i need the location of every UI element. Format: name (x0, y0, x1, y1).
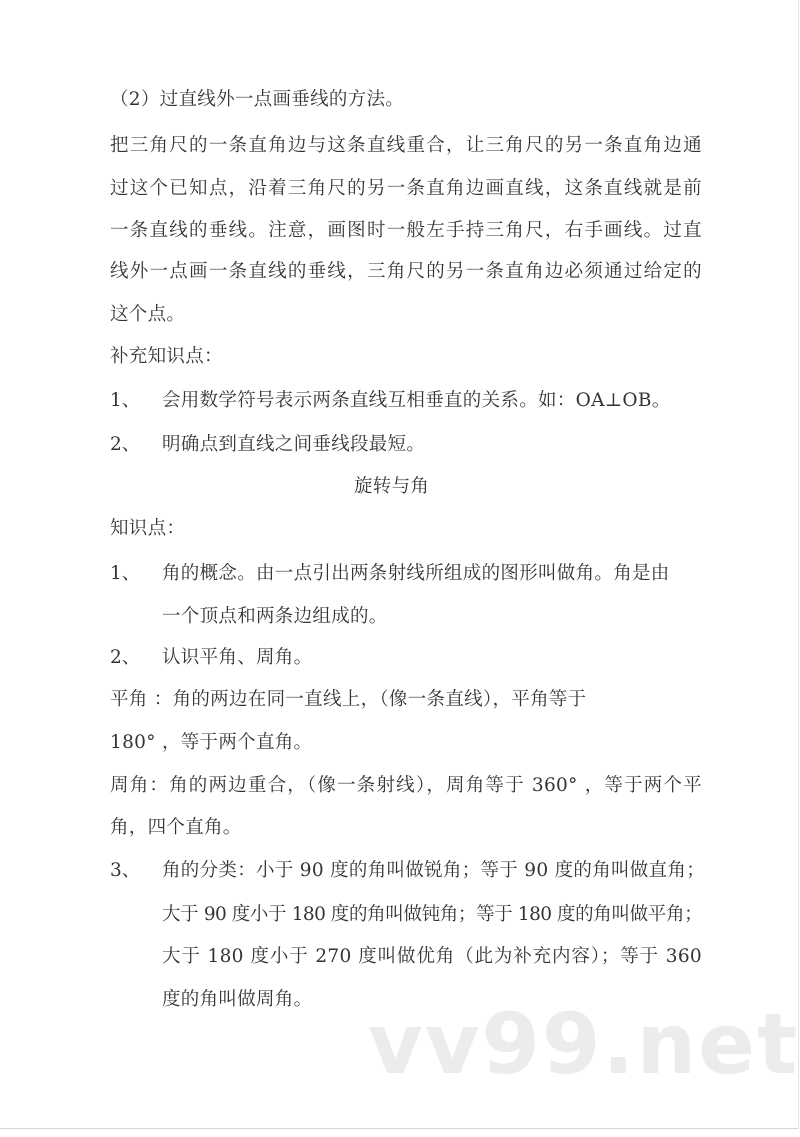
list-number: 2、 (110, 434, 141, 455)
list-item-text: 度的角叫做周角。 (162, 989, 313, 1010)
flat-angle-definition: 平角 ：角的两边在同一直线上，（像一条直线），平角等于 (110, 689, 587, 710)
paragraph-line: 把三角尺的一条直角边与这条直线重合，让三角尺的另一条直角边通 (110, 135, 702, 156)
list-item-text: 角的概念。由一点引出两条射线所组成的图形叫做角。角是由 (162, 563, 670, 584)
list-item-text: 角的分类：小于 90 度的角叫做锐角；等于 90 度的角叫做直角； (162, 860, 706, 881)
subheading-perpendicular-method: （2）过直线外一点画垂线的方法。 (110, 89, 405, 110)
list-item-text: 大于 90 度小于 180 度的角叫做钝角；等于 180 度的角叫做平角； (162, 904, 702, 925)
paragraph-line: 这个点。 (110, 304, 186, 325)
knowledge-title: 知识点： (110, 518, 186, 539)
paragraph-line: 一条直线的垂线。注意，画图时一般左手持三角尺，右手画线。过直 (110, 220, 702, 241)
list-item-text: 认识平角、周角。 (162, 647, 313, 668)
list-item-text: 明确点到直线之间垂线段最短。 (162, 434, 426, 455)
list-item-text: 会用数学符号表示两条直线互相垂直的关系。如：OA⊥OB。 (162, 390, 671, 411)
list-number: 3、 (110, 860, 141, 881)
watermark: vv99.net (368, 995, 800, 1093)
list-number: 2、 (110, 647, 141, 668)
paragraph-line: 过这个已知点，沿着三角尺的另一条直角边画直线，这条直线就是前 (110, 178, 702, 199)
supplement-title: 补充知识点： (110, 346, 223, 367)
section-title: 旋转与角 (354, 476, 430, 497)
list-number: 1、 (110, 563, 141, 584)
paragraph-line: 线外一点画一条直线的垂线，三角尺的另一条直角边必须通过给定的 (110, 261, 702, 282)
list-item-text: 一个顶点和两条边组成的。 (162, 606, 388, 627)
full-angle-definition: 周角：角的两边重合，（像一条射线），周角等于 360° ，等于两个平 (110, 775, 702, 796)
list-number: 1、 (110, 390, 141, 411)
full-angle-definition: 角，四个直角。 (110, 817, 242, 838)
list-item-text: 大于 180 度小于 270 度叫做优角（此为补充内容）；等于 360 (162, 946, 702, 967)
flat-angle-definition: 180° ，等于两个直角。 (110, 732, 313, 753)
